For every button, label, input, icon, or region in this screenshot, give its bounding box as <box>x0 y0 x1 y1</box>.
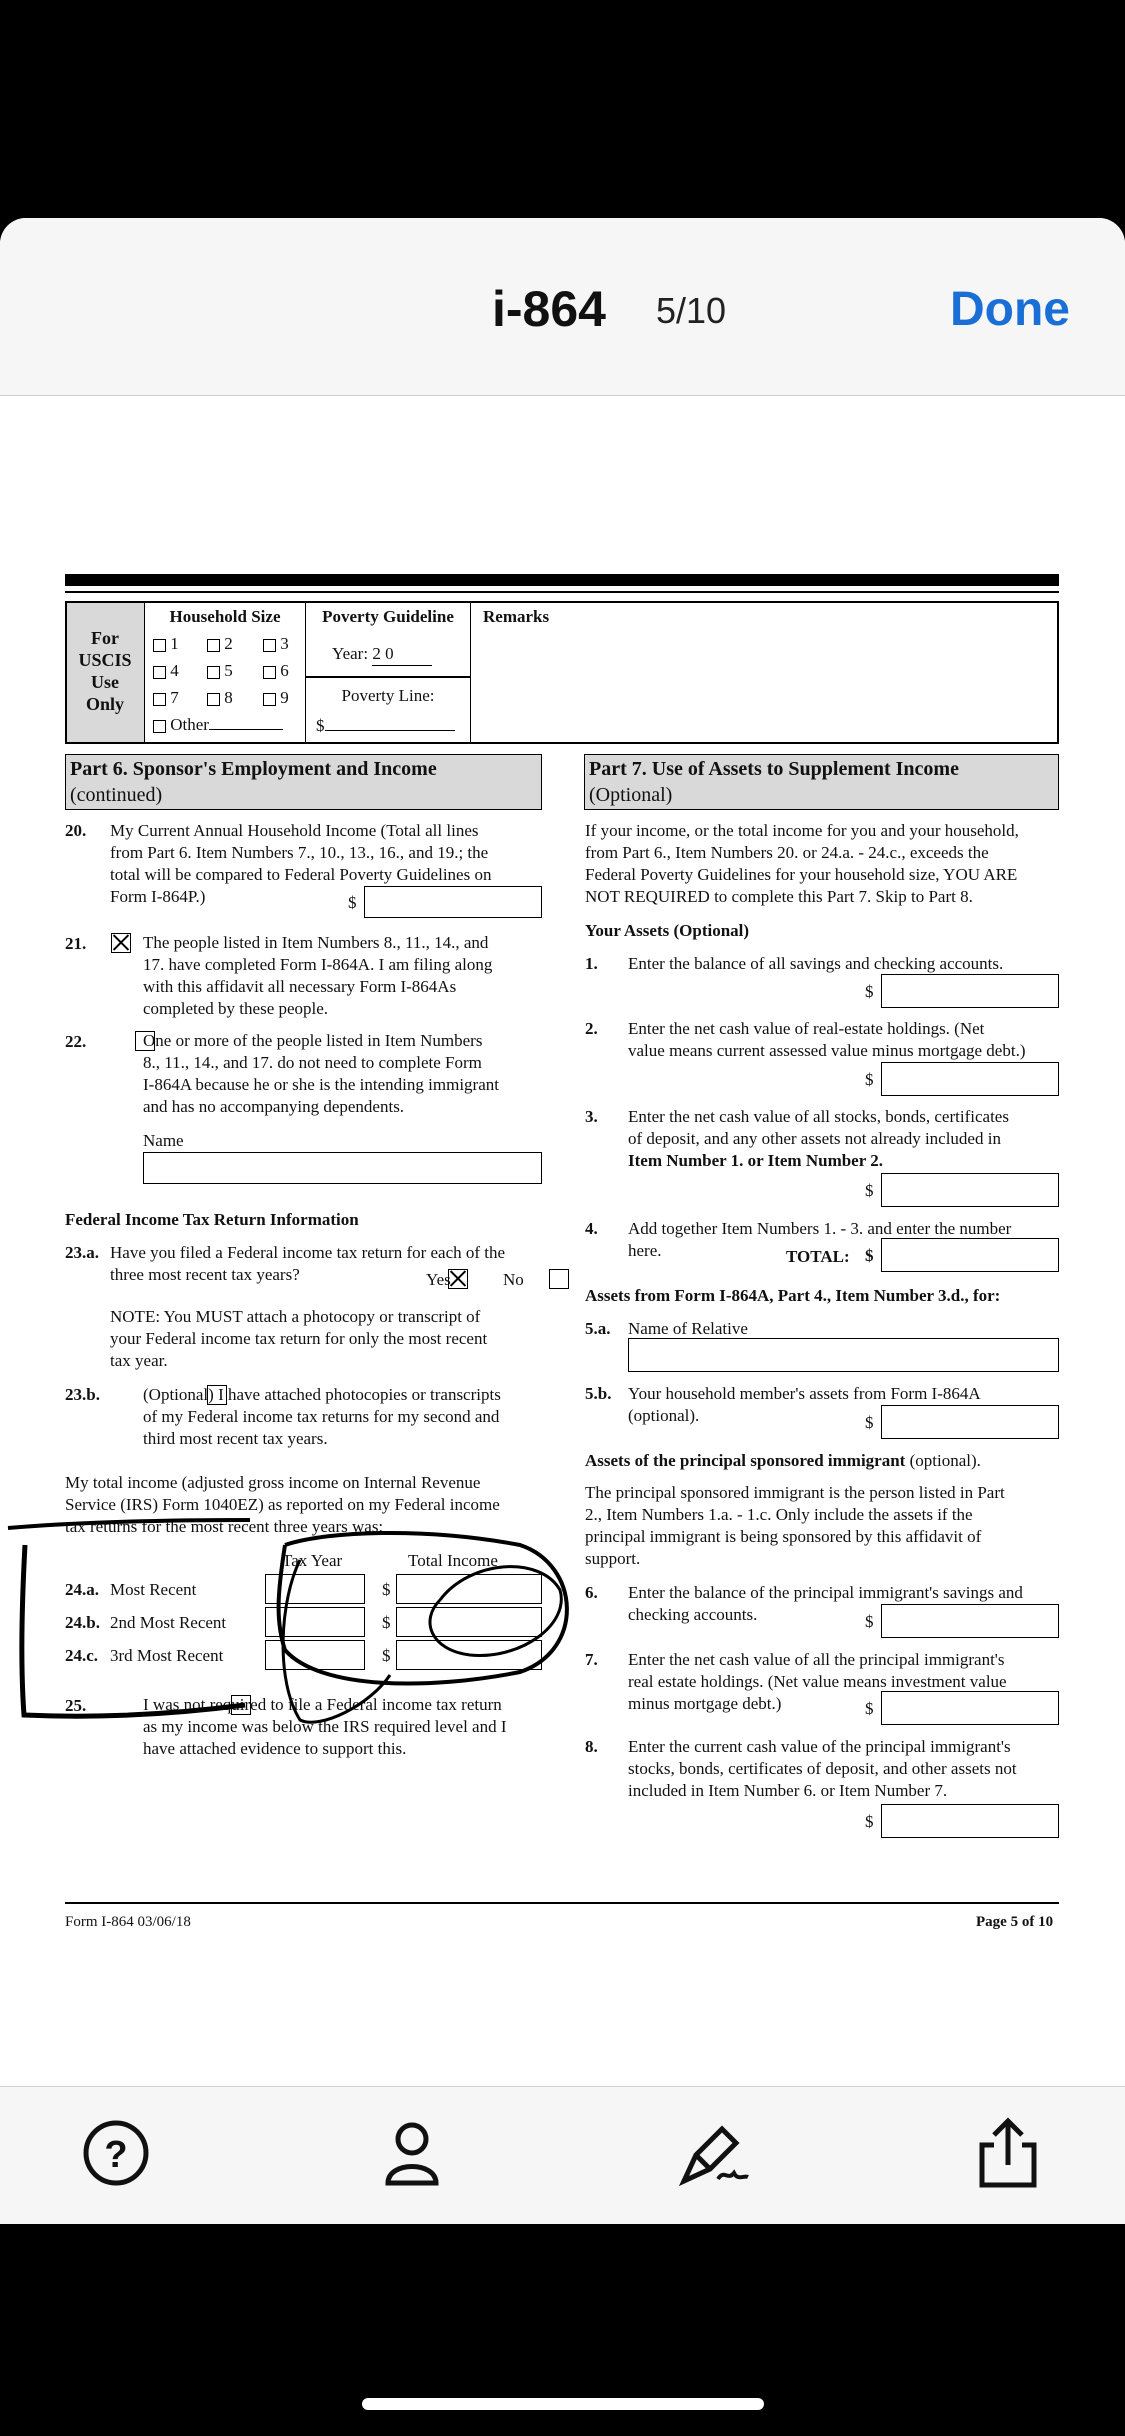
principal-line: 2., Item Numbers 1.a. - 1.c. Only include the assets if the <box>585 1505 973 1524</box>
dollar-sign: $ <box>316 716 325 735</box>
q8-number: 8. <box>585 1737 598 1756</box>
dollar-sign: $ <box>865 1413 874 1432</box>
part7-intro-line: NOT REQUIRED to complete this Part 7. Skip to Part 8. <box>585 887 973 906</box>
dollar-sign: $ <box>865 1181 874 1200</box>
yes-label: Yes <box>426 1270 451 1289</box>
principal-line: support. <box>585 1549 641 1568</box>
q8-line: included in Item Number 6. or Item Number 7. <box>628 1781 948 1800</box>
q5a-label: Name of Relative <box>628 1319 748 1338</box>
federal-tax-heading: Federal Income Tax Return Information <box>65 1210 359 1229</box>
option-label: 2 <box>224 634 233 653</box>
note-line: NOTE: You MUST attach a photocopy or transcript of <box>110 1307 481 1326</box>
q23b-line: (Optional) I have attached photocopies or transcripts <box>143 1385 501 1404</box>
q6-number: 6. <box>585 1583 598 1602</box>
i864a-assets-heading: Assets from Form I-864A, Part 4., Item Number 3.d., for: <box>585 1286 1001 1305</box>
q2-line: value means current assessed value minus mortgage debt.) <box>628 1041 1026 1060</box>
share-icon <box>970 2115 1046 2191</box>
q6-line: checking accounts. <box>628 1605 758 1624</box>
row-number: 24.b. <box>65 1613 100 1632</box>
uscis-label-line: Use <box>91 672 119 692</box>
dollar-sign: $ <box>865 982 874 1001</box>
uscis-label-line: Only <box>85 694 124 714</box>
q20-line: Form I-864P.) <box>110 887 206 906</box>
q5a-number: 5.a. <box>585 1319 611 1338</box>
profile-button[interactable] <box>374 2115 450 2191</box>
q7-line: real estate holdings. (Net value means investment value <box>628 1672 1007 1691</box>
q20-line: from Part 6. Item Numbers 7., 10., 13., 16., and 19.; the <box>110 843 489 862</box>
q4-line: here. <box>628 1241 662 1260</box>
other-label: Other <box>170 715 209 734</box>
q8-line: stocks, bonds, certificates of deposit, and other assets not <box>628 1759 1017 1778</box>
q2-line: Enter the net cash value of real-estate holdings. (Net <box>628 1019 985 1038</box>
dollar-sign: $ <box>382 1613 391 1632</box>
q25-line: as my income was below the IRS required level and I <box>143 1717 507 1736</box>
total-label: TOTAL: <box>786 1247 850 1266</box>
remarks-label: Remarks <box>483 607 550 626</box>
row-number: 24.c. <box>65 1646 99 1665</box>
share-button[interactable] <box>970 2115 1046 2191</box>
option-label: 6 <box>280 661 289 680</box>
option-label: 9 <box>280 688 289 707</box>
signature-pen-icon <box>674 2115 750 2191</box>
q3-number: 3. <box>585 1107 598 1126</box>
note-line: tax year. <box>110 1351 168 1370</box>
q23b-line: third most recent tax years. <box>143 1429 328 1448</box>
part7-heading: Part 7. Use of Assets to Supplement Income <box>589 758 959 780</box>
q3-line: Item Number 1. or Item Number 2. <box>628 1151 883 1170</box>
q20-line: total will be compared to Federal Poverty Guidelines on <box>110 865 492 884</box>
row-label: 2nd Most Recent <box>110 1613 227 1632</box>
part7-heading-sub: (Optional) <box>589 784 673 806</box>
year-label: Year: <box>332 644 369 663</box>
q8-line: Enter the current cash value of the principal immigrant's <box>628 1737 1011 1756</box>
q21-line: 17. have completed Form I-864A. I am filing along <box>143 955 493 974</box>
q3-line: of deposit, and any other assets not already included in <box>628 1129 1001 1148</box>
dollar-sign: $ <box>865 1070 874 1089</box>
q23b-line: of my Federal income tax returns for my second and <box>143 1407 500 1426</box>
person-icon <box>374 2115 450 2191</box>
dollar-sign: $ <box>348 893 357 912</box>
dollar-sign: $ <box>865 1699 874 1718</box>
q3-line: Enter the net cash value of all stocks, bonds, certificates <box>628 1107 1009 1126</box>
note-line: your Federal income tax return for only the most recent <box>110 1329 488 1348</box>
q23a-number: 23.a. <box>65 1243 99 1262</box>
your-assets-heading: Your Assets (Optional) <box>585 921 750 940</box>
part6-heading: Part 6. Sponsor's Employment and Income <box>70 758 437 780</box>
q20-line: My Current Annual Household Income (Total all lines <box>110 821 479 840</box>
principal-assets-suffix: (optional). <box>909 1451 981 1470</box>
dollar-sign: $ <box>382 1646 391 1665</box>
q22-line: One or more of the people listed in Item Numbers <box>143 1031 483 1050</box>
q22-line: and has no accompanying dependents. <box>143 1097 405 1116</box>
q23a-line: Have you filed a Federal income tax return for each of the <box>110 1243 506 1262</box>
total-income-column-header: Total Income <box>408 1551 498 1570</box>
q23a-line: three most recent tax years? <box>110 1265 300 1284</box>
q1-number: 1. <box>585 954 598 973</box>
poverty-guideline-label: Poverty Guideline <box>322 607 454 626</box>
household-size-label: Household Size <box>169 607 281 626</box>
sign-button[interactable] <box>674 2115 750 2191</box>
total-income-line: My total income (adjusted gross income on Internal Revenue <box>65 1473 481 1492</box>
q22-line: I-864A because he or she is the intending immigrant <box>143 1075 499 1094</box>
row-label: Most Recent <box>110 1580 197 1599</box>
q4-line: Add together Item Numbers 1. - 3. and enter the number <box>628 1219 1012 1238</box>
total-income-line: tax returns for the most recent three years was: <box>65 1517 384 1536</box>
poverty-line-label: Poverty Line: <box>341 686 435 705</box>
principal-line: principal immigrant is being sponsored by this affidavit of <box>585 1527 982 1546</box>
help-icon <box>78 2115 154 2191</box>
uscis-label-line: USCIS <box>78 650 132 670</box>
dollar-sign: $ <box>382 1580 391 1599</box>
form-id: Form I-864 03/06/18 <box>65 1914 191 1930</box>
document-title: i-864 <box>492 281 606 337</box>
principal-line: The principal sponsored immigrant is the person listed in Part <box>585 1483 1005 1502</box>
home-indicator[interactable] <box>362 2398 764 2410</box>
part7-intro-line: from Part 6., Item Numbers 20. or 24.a. - 24.c., exceeds the <box>585 843 989 862</box>
q5b-line: (optional). <box>628 1406 700 1425</box>
q20-number: 20. <box>65 821 87 840</box>
q7-line: minus mortgage debt.) <box>628 1694 782 1713</box>
done-button[interactable]: Done <box>950 283 1070 336</box>
option-label: 8 <box>224 688 233 707</box>
tax-year-column-header: Tax Year <box>282 1551 343 1570</box>
option-label: 3 <box>280 634 289 653</box>
q21-line: with this affidavit all necessary Form I-864As <box>143 977 457 996</box>
option-label: 5 <box>224 661 233 680</box>
page-indicator: 5/10 <box>656 290 727 331</box>
svg-text:?: ? <box>104 2134 128 2176</box>
principal-assets-heading: Assets of the principal sponsored immigrant <box>585 1451 906 1470</box>
dollar-sign: $ <box>865 1612 874 1631</box>
total-income-line: Service (IRS) Form 1040EZ) as reported on my Federal income <box>65 1495 500 1514</box>
no-label: No <box>503 1270 524 1289</box>
row-number: 24.a. <box>65 1580 99 1599</box>
q7-number: 7. <box>585 1650 598 1669</box>
q2-number: 2. <box>585 1019 598 1038</box>
q25-line: I was not required to file a Federal income tax return <box>143 1695 502 1714</box>
bottom-toolbar <box>0 2086 1125 2224</box>
q21-line: The people listed in Item Numbers 8., 11., 14., and <box>143 933 489 952</box>
name-label: Name <box>143 1131 184 1150</box>
dollar-sign: $ <box>865 1246 874 1265</box>
help-button[interactable] <box>78 2115 154 2191</box>
q21-number: 21. <box>65 934 87 953</box>
q6-line: Enter the balance of the principal immigrant's savings and <box>628 1583 1023 1602</box>
option-label: 7 <box>170 688 179 707</box>
q25-line: have attached evidence to support this. <box>143 1739 407 1758</box>
uscis-label-line: For <box>91 628 119 648</box>
q21-line: completed by these people. <box>143 999 329 1018</box>
q1-line: Enter the balance of all savings and checking accounts. <box>628 954 1004 973</box>
part7-intro-line: If your income, or the total income for you and your household, <box>585 821 1019 840</box>
year-value: 2 0 <box>372 643 432 666</box>
dollar-sign: $ <box>865 1812 874 1831</box>
q25-number: 25. <box>65 1696 87 1715</box>
q23b-number: 23.b. <box>65 1385 100 1404</box>
q7-line: Enter the net cash value of all the principal immigrant's <box>628 1650 1005 1669</box>
q5b-line: Your household member's assets from Form I-864A <box>628 1384 981 1403</box>
part6-heading-sub: (continued) <box>70 784 163 806</box>
part7-intro-line: Federal Poverty Guidelines for your household size, YOU ARE <box>585 865 1018 884</box>
q22-number: 22. <box>65 1032 87 1051</box>
option-label: 1 <box>170 634 179 653</box>
q22-line: 8., 11., 14., and 17. do not need to complete Form <box>143 1053 482 1072</box>
row-label: 3rd Most Recent <box>110 1646 224 1665</box>
q4-number: 4. <box>585 1219 598 1238</box>
q5b-number: 5.b. <box>585 1384 612 1403</box>
option-label: 4 <box>170 661 179 680</box>
page-number: Page 5 of 10 <box>976 1914 1054 1930</box>
